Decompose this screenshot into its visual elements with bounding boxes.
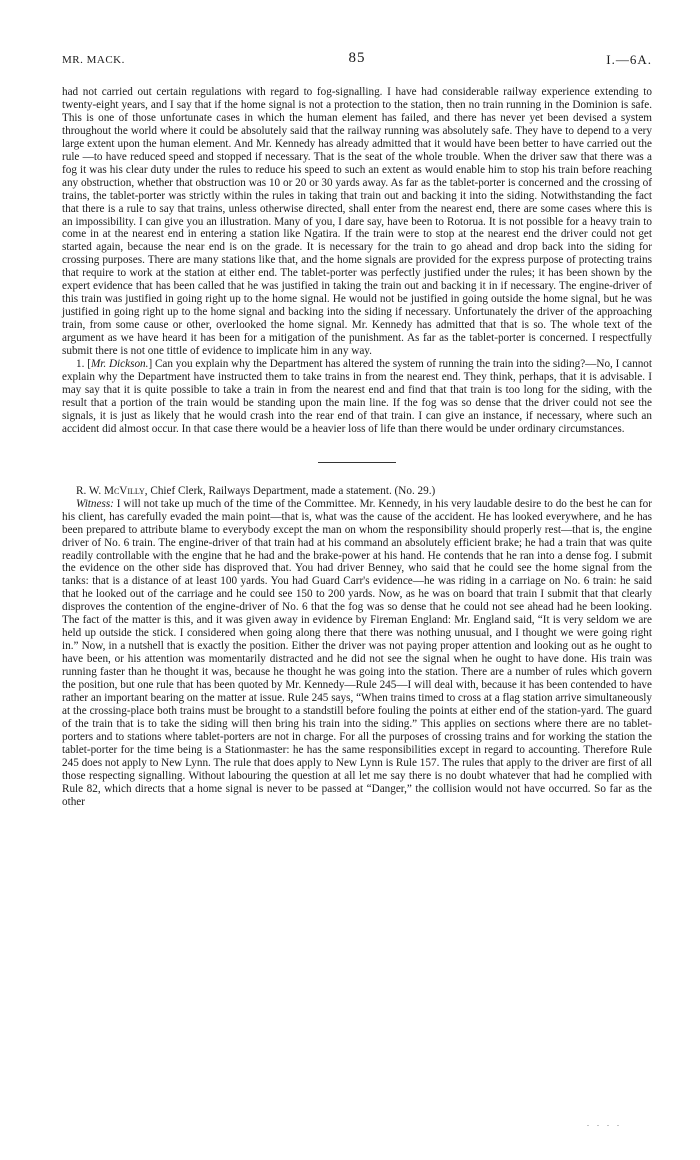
statement-name-smallcaps: cVilly (113, 484, 145, 497)
question-number: 1. (76, 358, 85, 371)
paragraph: had not carried out certain regulations with regard to fog-signalling. I have had considerable railway experience extending to twenty-eight years, and I say that if the home signal is not a protection to the station, then no train running in the Dominion is safe. This is one of those unfortunate cases in which the human element has failed, and there has never yet been devised a system throughout the world where it could be absolutely said that the railway running was absolutely safe. They have to depend to a very large extent upon the human element. And Mr. Kennedy has already admitted that it would have been better to have carried out the rule —to have reduced speed and stopped if necessary. That is the seat of the whole trouble. When the driver saw that there was a fog it was his clear duty under the rules to reduce his speed to such an extent as would enable him to stop his train before reaching any obstruction, whether that obstruction was 10 or 20 or 30 yards away. As far as the tablet-porter is concerned and the crossing of trains, the tablet-porter was strictly within the rules in taking that train out and backing it into the siding. Notwithstanding the fact that there is a rule to say that trains, unless otherwise directed, shall enter from the nearest end, there are some cases where this is an impossibility. I can give you an illustration. Many of you, I dare say, have been to Rotorua. It is not possible for a heavy train to come in at the nearest end in entering a station like Ngatira. If the train were to stop at the nearest end the driver could not get started again, because the near end is on the grade. It is necessary for the train to go ahead and drop back into the siding for crossing purposes. There are many stations like that, and the home signals are provided for the express purpose of protecting trains that require to work at the station at either end. The tablet-porter was perfectly justified under the rules; it has been shown by the expert evidence that has been called that he was justified in taking the train out and backing it in if necessary. The engine-driver of this train was justified in going right up to the home signal. He would not be justified in going outside the home signal, but he was justified in going right up to the home signal and backing into the siding if necessary. Unfortunately the driver of the approaching train, from some cause or other, overlooked the home signal. Mr. Kennedy has admitted that that is so. The whole text of the argument as we have heard it has been for a mitigation of the punishment. As far as the tablet-porter is concerned. I respectfully submit there is not one tittle of evidence to implicate him in any way. (62, 86, 652, 358)
statement-name-prefix: R. W. M (76, 484, 114, 497)
running-head-left: MR. MACK. (62, 54, 125, 66)
witness-label: Witness: (76, 497, 114, 510)
question-speaker: Mr. Dickson. (90, 358, 149, 371)
question-text: ] Can you explain why the Department has altered the system of running the train into the siding?—No, I cannot explain why the Department have instructed them to take trains in from the nearest end. They think, perhaps, that it is advisable. I may say that it is quite possible to take a train in from the nearest end and find that that train is too long for the siding, with the result that a portion of the train would be standing upon the main line. If the fog was so dense that the driver could not see the signals, it is just as likely that he would crash into the rear end of that train. I can give an instance, if necessary, where such an accident did almost occur. In that case there would be a heavier loss of life than there would be under ordinary circumstances. (62, 358, 653, 435)
question-paragraph: 1. [Mr. Dickson.] Can you explain why the Department has altered the system of running the train into the siding?—No, I cannot explain why the Department have instructed them to take trains in from the nearest end. They think, perhaps, that it is advisable. I may say that it is quite possible to take a train in from the nearest end and find that that train is too long for the siding, with the result that a portion of the train would be standing upon the main line. If the fog was so dense that the driver could not see the signals, it is just as likely that he would crash into the rear end of that train. I can give an instance, if necessary, where such an accident did almost occur. In that case there would be a heavier loss of life than there would be under ordinary circumstances. (62, 358, 653, 435)
running-head-right: I.—6A. (606, 52, 652, 67)
footer-mark: . . . . (587, 1119, 622, 1128)
section-divider (318, 462, 396, 463)
page-number: 85 (348, 50, 366, 66)
witness-paragraph (62, 498, 652, 809)
statement-rest: , Chief Clerk, Railways Department, made a statement. (No. 29.) (144, 484, 436, 497)
page (62, 50, 652, 809)
page-header (62, 50, 652, 72)
statement-heading (62, 485, 652, 498)
body-text (62, 86, 652, 436)
witness-text: I will not take up much of the time of the Committee. Mr. Kennedy, in his very laudable desire to do the best he can for his client, has carefully evaded the main point—that is, what was the cause of the accident. He has looked everywhere, and he has been prepared to attribute blame to everybody except the man on whom the responsibility should properly rest—that is, the engine driver of No. 6 train. The engine-driver of that train had at his command an absolutely efficient brake; he had a train that was quite readily controllable with the engine that he had and the brake-power at his hand. He contends that he ran into a dense fog. I submit the evidence on the other side has disproved that. You had driver Benney, who said that he could see the home signal from the tanks: that is a distance of at least 100 yards. You had Guard Carr's evidence—he was riding in a carriage on No. 6 train: he said that he looked out of the carriage and he could see 150 to 200 yards. Now, as he was on board that train I submit that that clearly disproves the contention of the engine-driver of No. 6 that the fog was so dense that he could not see ahead had he been looking. The fact of the matter is this, and it was given away in evidence by Fireman England: Mr. England said, “It is very seldom we are held up outside the stick. I considered when going along there that there was nothing unusual, and I thought we were going right in.” Now, in a nutshell that is exactly the position. Either the driver was not paying proper attention and looking out as he ought to have been, or his attention was momentarily distracted and he did not see the signal when he ought to have done. His train was running faster than he thought it was, because he thought he was going into the station. There are a number of rules which govern the position, but one rule that has been quoted by Mr. Kennedy—Rule 245—I will deal with, because it has been contended to have rather an important bearing on the matter at issue. Rule 245 says, “When trains timed to cross at a flag station arrive simultaneously at the crossing-place both trains must be brought to a standstill before fouling the points at either end of the station-yard. The guard of the train that is to take the siding will then bring his train into the siding.” This applies on sections where there are no tablet-porters and to stations where tablet-porters are not in charge. For all the purposes of crossing trains and for working the station the tablet-porter for the time being is a Stationmaster: he has the same responsibilities except in regard to accounting. Therefore Rule 245 does not apply to New Lynn. The rule that does apply to New Lynn is Rule 157. The rules that apply to the driver are first of all those respecting signalling. Without labouring the question at all let me say there is no doubt whatever that had he complied with Rule 82, which directs that a home signal is never to be passed at “Danger,” the collision would not have occurred. So far as the other (62, 497, 652, 808)
